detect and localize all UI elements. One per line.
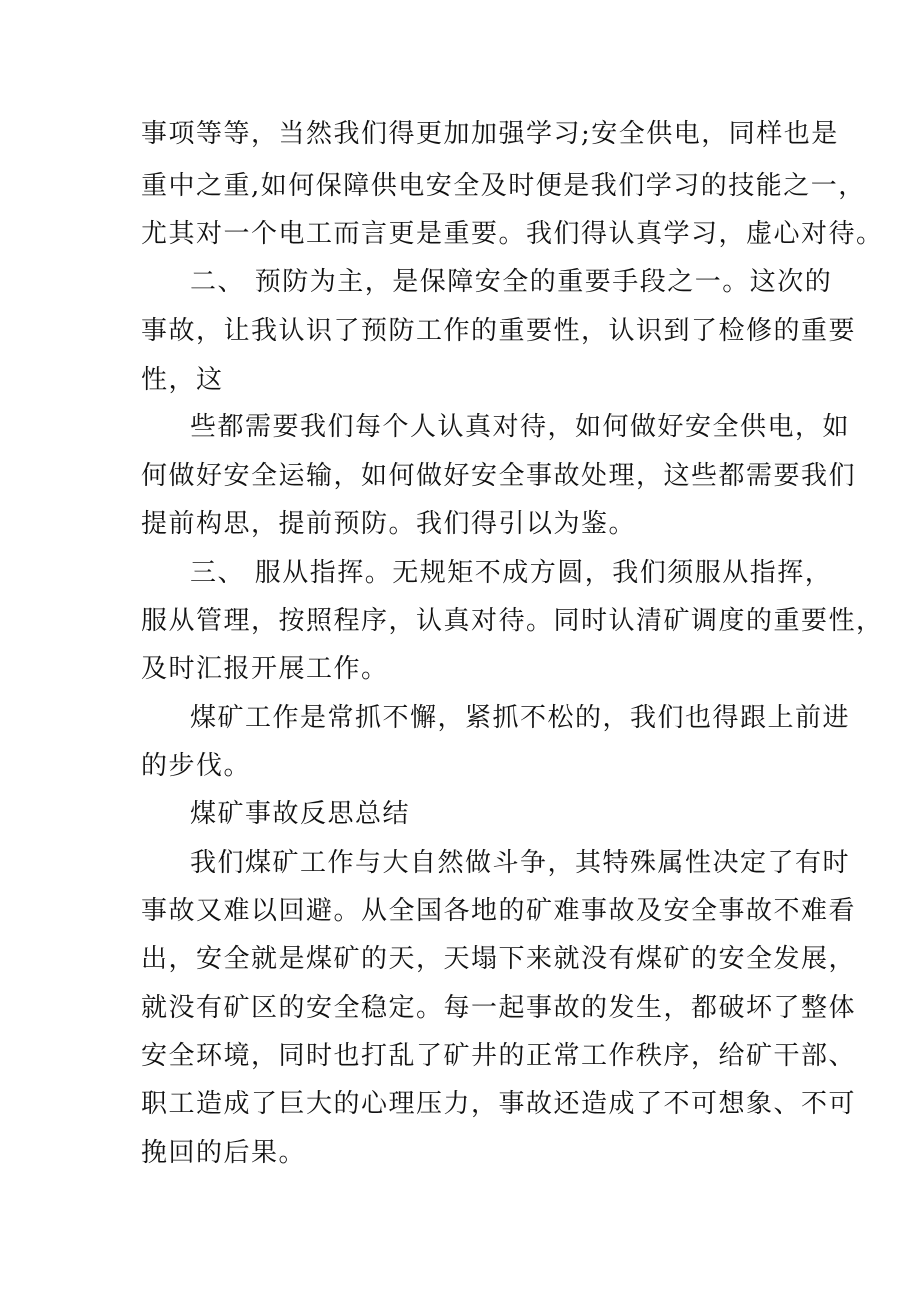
text-line: 职工造成了巨大的心理压力，事故还造成了不可想象、不可	[141, 1089, 857, 1119]
section-heading-3: 三、 服从指挥。无规矩不成方圆，我们须服从指挥，	[190, 558, 833, 588]
text-line: 安全环境，同时也打乱了矿井的正常工作秩序，给矿干部、	[141, 1041, 857, 1071]
text-line: 煤矿工作是常抓不懈，紧抓不松的，我们也得跟上前进	[190, 703, 851, 733]
text-line: 重中之重,如何保障供电安全及时便是我们学习的技能之一，	[141, 171, 866, 201]
section-title: 煤矿事故反思总结	[190, 799, 411, 829]
text-line: 提前构思，提前预防。我们得引以为鉴。	[141, 509, 637, 539]
text-line: 就没有矿区的安全稳定。每一起事故的发生，都破坏了整体	[141, 993, 857, 1023]
text-line: 性，这	[141, 365, 224, 395]
text-line: 服从管理，按照程序，认真对待。同时认清矿调度的重要性，	[141, 606, 884, 636]
text-line: 事故，让我认识了预防工作的重要性，认识到了检修的重要	[141, 316, 857, 346]
text-line: 何做好安全运输，如何做好安全事故处理，这些都需要我们	[141, 461, 857, 491]
text-line: 些都需要我们每个人认真对待，如何做好安全供电，如	[190, 412, 851, 442]
section-heading-2: 二、 预防为主，是保障安全的重要手段之一。这次的	[190, 267, 833, 297]
text-line: 事项等等，当然我们得更加加强学习;安全供电，同样也是	[141, 119, 839, 149]
text-line: 事故又难以回避。从全国各地的矿难事故及安全事故不难看	[141, 896, 857, 926]
text-line: 及时汇报开展工作。	[141, 654, 389, 684]
text-line: 尤其对一个电工而言更是重要。我们得认真学习，虚心对待。	[141, 219, 884, 249]
text-line: 的步伐。	[141, 751, 252, 781]
text-line: 出，安全就是煤矿的天，天塌下来就没有煤矿的安全发展，	[141, 944, 857, 974]
text-line: 我们煤矿工作与大自然做斗争，其特殊属性决定了有时	[190, 848, 851, 878]
text-line: 挽回的后果。	[141, 1138, 307, 1168]
